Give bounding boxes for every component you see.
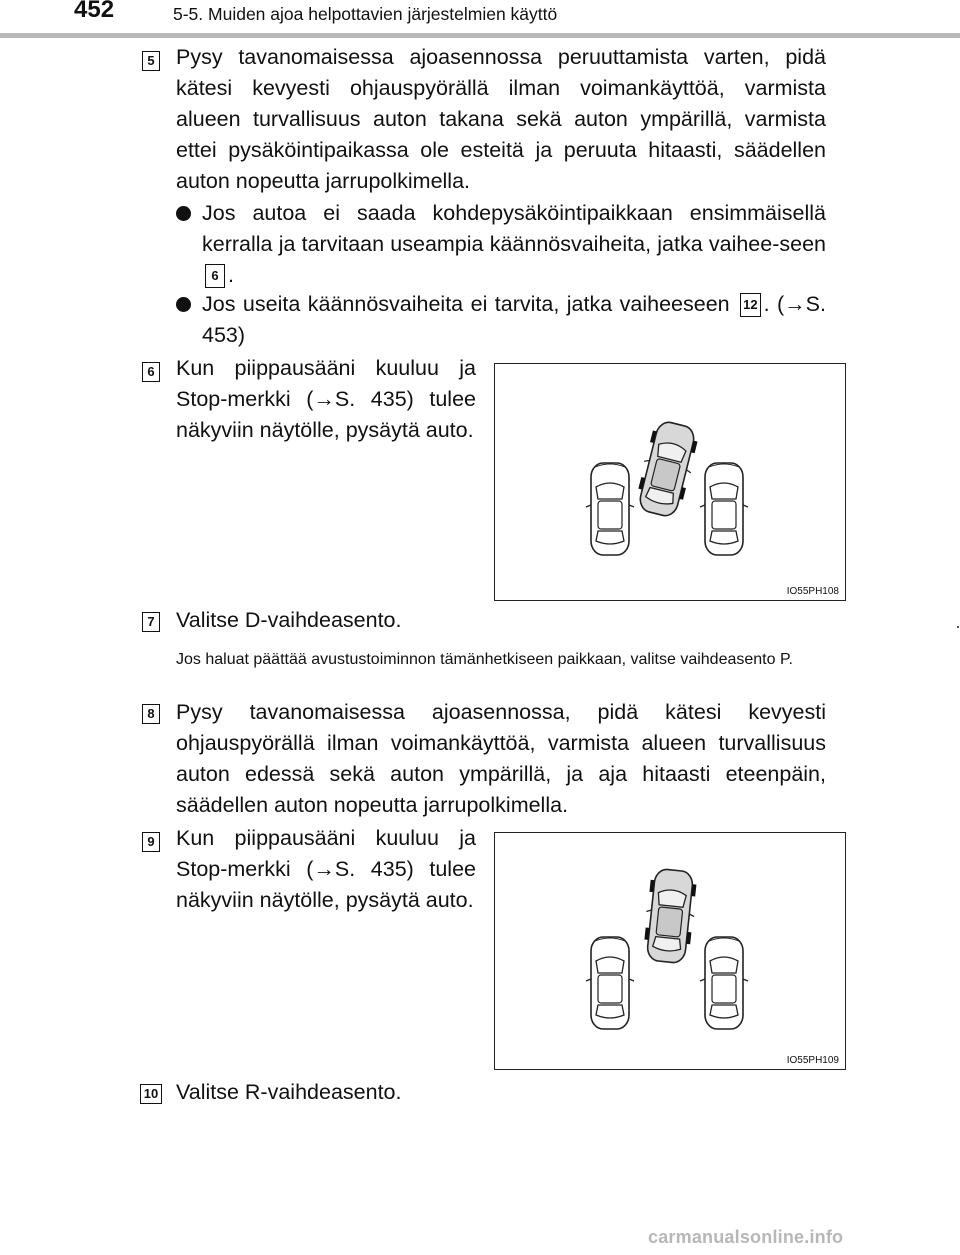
edge-mark	[957, 626, 959, 628]
parking-cars-graphic	[495, 364, 844, 599]
step-10-text: Valitse R-vaihdeasento.	[176, 1080, 402, 1104]
bullet-2-text-after: . (→S. 453)	[202, 292, 826, 347]
bullet-dot	[176, 206, 191, 221]
bullet-1-text	[202, 198, 826, 291]
step-9-text: Kun piippausääni kuuluu ja Stop-merkki (→S. 435) tulee näkyviin näytölle, pysäytä auto.	[176, 826, 476, 912]
parking-illustration-2	[494, 832, 846, 1070]
bullet-1-text-after: .	[228, 263, 234, 287]
step-7-note: Jos haluat päättää avustustoiminnon tämänhetkiseen paikkaan, valitse vaihdeasento P.	[176, 651, 793, 668]
step-ref-6: 6	[205, 264, 225, 288]
bullet-dot	[176, 297, 191, 312]
watermark: carmanualsonline.info	[648, 1227, 844, 1247]
bullet-2	[176, 289, 826, 351]
header-rule	[0, 33, 960, 38]
illustration-code: IO55PH108	[786, 586, 839, 597]
step-number-6: 6	[142, 362, 160, 382]
step-6-text: Kun piippausääni kuuluu ja Stop-merkki (→S. 435) tulee näkyviin näytölle, pysäytä auto.	[176, 356, 476, 442]
step-number-5: 5	[142, 51, 160, 71]
step-ref-12: 12	[740, 293, 760, 317]
step-8-text: Pysy tavanomaisessa ajoasennossa, pidä kätesi kevyesti ohjauspyörällä ilman voimankäyttöä, varmista alueen turvallisuus auton edessä sekä auton ympärillä, ja aja hitaasti eteenpäin, säädellen auton nopeutta jarrupolkimella.	[176, 700, 826, 817]
step-number-8: 8	[142, 704, 160, 724]
step-5-text: Pysy tavanomaisessa ajoasennossa peruuttamista varten, pidä kätesi kevyesti ohjauspyörällä ilman voimankäyttöä, varmista alueen turvallisuus auton takana sekä auton ympärillä, varmista ettei pysäköintipaikassa ole esteitä ja peruuta hitaasti, säädellen auton nopeutta jarrupolkimella.	[176, 45, 826, 193]
step-number-10: 10	[140, 1084, 162, 1104]
parking-illustration-1	[494, 363, 846, 601]
section-title: 5-5. Muiden ajoa helpottavien järjestelmien käyttö	[173, 4, 558, 24]
bullet-2-text-before: Jos useita käännösvaiheita ei tarvita, jatka vaiheeseen	[202, 292, 730, 316]
bullet-1-text-before: Jos autoa ei saada kohdepysäköintipaikkaan ensimmäisellä kerralla ja tarvitaan useampia käännösvaiheita, jatka vaihee-seen	[202, 201, 826, 256]
step-7-text: Valitse D-vaihdeasento.	[176, 608, 402, 632]
step-number-9: 9	[142, 832, 160, 852]
page-number: 452	[74, 0, 115, 23]
parking-cars-graphic	[495, 833, 844, 1068]
bullet-1	[176, 198, 826, 291]
illustration-code: IO55PH109	[786, 1055, 839, 1066]
bullet-2-text	[202, 289, 826, 351]
step-number-7: 7	[142, 612, 160, 632]
